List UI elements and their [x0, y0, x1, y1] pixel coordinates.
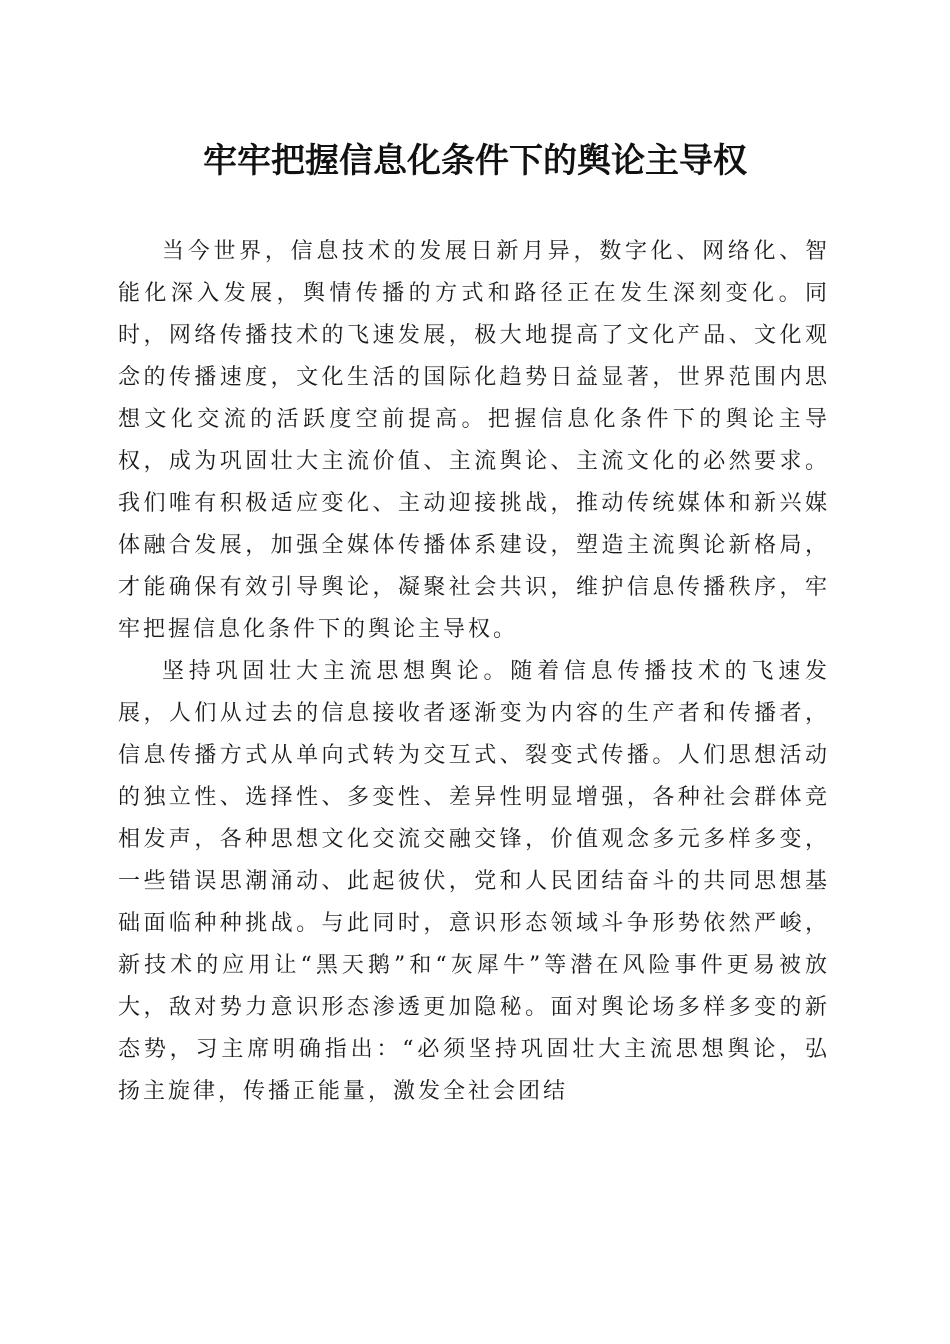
paragraph-1: 当今世界，信息技术的发展日新月异，数字化、网络化、智能化深入发展，舆情传播的方式和路径正在发生深刻变化。同时，网络传播技术的飞速发展，极大地提高了文化产品、文化观念的传播速度，文化生活的国际化趋势日益显著，世界范围内思想文化交流的活跃度空前提高。把握信息化条件下的舆论主导权，成为巩固壮大主流价值、主流舆论、主流文化的必然要求。我们唯有积极适应变化、主动迎接挑战，推动传统媒体和新兴媒体融合发展，加强全媒体传播体系建设，塑造主流舆论新格局，才能确保有效引导舆论，凝聚社会共识，维护信息传播秩序，牢牢把握信息化条件下的舆论主导权。 — [118, 239, 830, 642]
document-body — [118, 231, 830, 1113]
document-title: 牢牢把握信息化条件下的舆论主导权 — [203, 141, 747, 181]
paragraph-2: 坚持巩固壮大主流思想舆论。随着信息传播技术的飞速发展，人们从过去的信息接收者逐渐变为内容的生产者和传播者，信息传播方式从单向式转为交互式、裂变式传播。人们思想活动的独立性、选择性、多变性、差异性明显增强，各种社会群体竞相发声，各种思想文化交流交融交锋，价值观念多元多样多变，一些错误思潮涌动、此起彼伏，党和人民团结奋斗的共同思想基础面临种种挑战。与此同时，意识形态领域斗争形势依然严峻，新技术的应用让“黑天鹅”和“灰犀牛”等潜在风险事件更易被放大，敌对势力意识形态渗透更加隐秘。面对舆论场多样多变的新态势，习主席明确指出：“必须坚持巩固壮大主流思想舆论，弘扬主旋律，传播正能量，激发全社会团结 — [118, 659, 830, 1104]
